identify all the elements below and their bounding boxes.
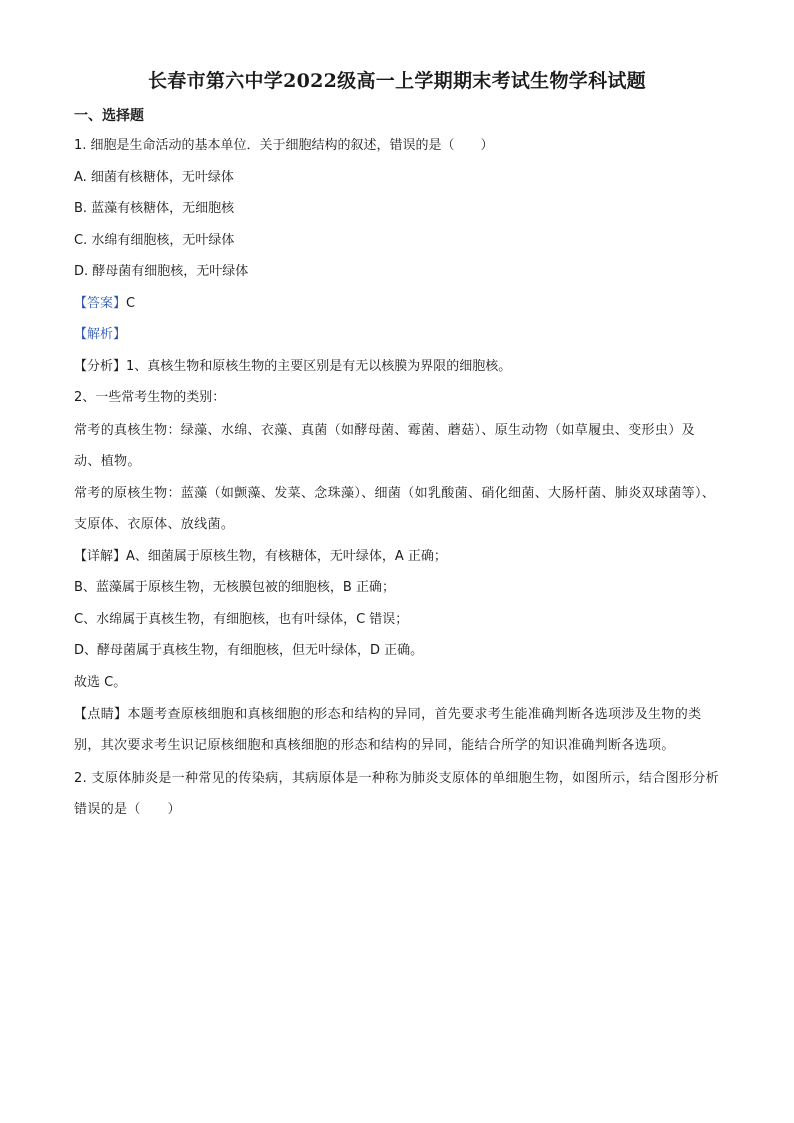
xiangjie-line-d: D、酵母菌属于真核生物，有细胞核，但无叶绿体，D 正确。 <box>74 643 424 658</box>
prokaryote-paragraph-block <box>74 478 720 540</box>
question-1-option-a: A. 细菌有核糖体，无叶绿体 <box>74 169 234 185</box>
fenxi-line <box>74 357 720 377</box>
question-1-option-b: B. 蓝藻有核糖体，无细胞核 <box>74 201 235 216</box>
analysis-line <box>74 325 720 345</box>
fenxi-tag: 【分析】 <box>74 358 127 374</box>
prokaryote-paragraph: 常考的原核生物：蓝藻（如颤藻、发菜、念珠藻）、细菌（如乳酸菌、硝化细菌、大肠杆菌、肺炎双球菌等）、支原体、衣原体、放线菌。 <box>74 486 716 532</box>
xiangjie-line-a <box>74 547 720 567</box>
dianjing-paragraph <box>74 699 720 761</box>
xiangjie-a-text: A、细菌属于原核生物，有核糖体，无叶绿体，A 正确； <box>126 548 447 564</box>
xiangjie-tag: 【详解】 <box>74 548 127 564</box>
conclusion-line: 故选 C。 <box>74 674 127 690</box>
dianjing-paragraph-block <box>74 699 720 761</box>
question-2-block <box>74 763 720 825</box>
page-title: 长春市第六中学2022级高一上学期期末考试生物学科试题 <box>148 70 646 92</box>
question-1-stem: 1. 细胞是生命活动的基本单位．关于细胞结构的叙述，错误的是（ ） <box>74 138 494 153</box>
category-intro-line: 2、一些常考生物的类别： <box>74 390 226 405</box>
dianjing-tag: 【点睛】 <box>74 707 128 722</box>
answer-value: C <box>126 295 136 311</box>
question-1-option-c: C. 水绵有细胞核，无叶绿体 <box>74 232 235 248</box>
xiangjie-line-c: C、水绵属于真核生物，有细胞核，也有叶绿体，C 错误； <box>74 611 409 627</box>
fenxi-text: 1、真核生物和原核生物的主要区别是有无以核膜为界限的细胞核。 <box>126 358 512 374</box>
dianjing-text: 本题考查原核细胞和真核细胞的形态和结构的异同，首先要求考生能准确判断各选项涉及生物的类别，其次要求考生识记原核细胞和真核细胞的形态和结构的异同，能结合所学的知识准确判断各选项。 <box>74 707 702 753</box>
xiangjie-line-b: B、蓝藻属于原核生物，无核膜包被的细胞核，B 正确； <box>74 580 395 595</box>
question-1-option-d: D. 酵母菌有细胞核，无叶绿体 <box>74 264 249 279</box>
answer-line <box>74 294 720 314</box>
eukaryote-paragraph-block <box>74 415 720 477</box>
eukaryote-paragraph: 常考的真核生物：绿藻、水绵、衣藻、真菌（如酵母菌、霉菌、蘑菇）、原生动物（如草履虫、变形虫）及动、植物。 <box>74 422 695 469</box>
answer-tag: 【答案】 <box>74 295 127 311</box>
section-heading: 一、选择题 <box>74 108 144 124</box>
analysis-tag: 【解析】 <box>74 327 127 342</box>
question-2-stem: 2. 支原体肺炎是一种常见的传染病，其病原体是一种称为肺炎支原体的单细胞生物，如图所示，结合图形分析错误的是（ ） <box>74 770 720 817</box>
